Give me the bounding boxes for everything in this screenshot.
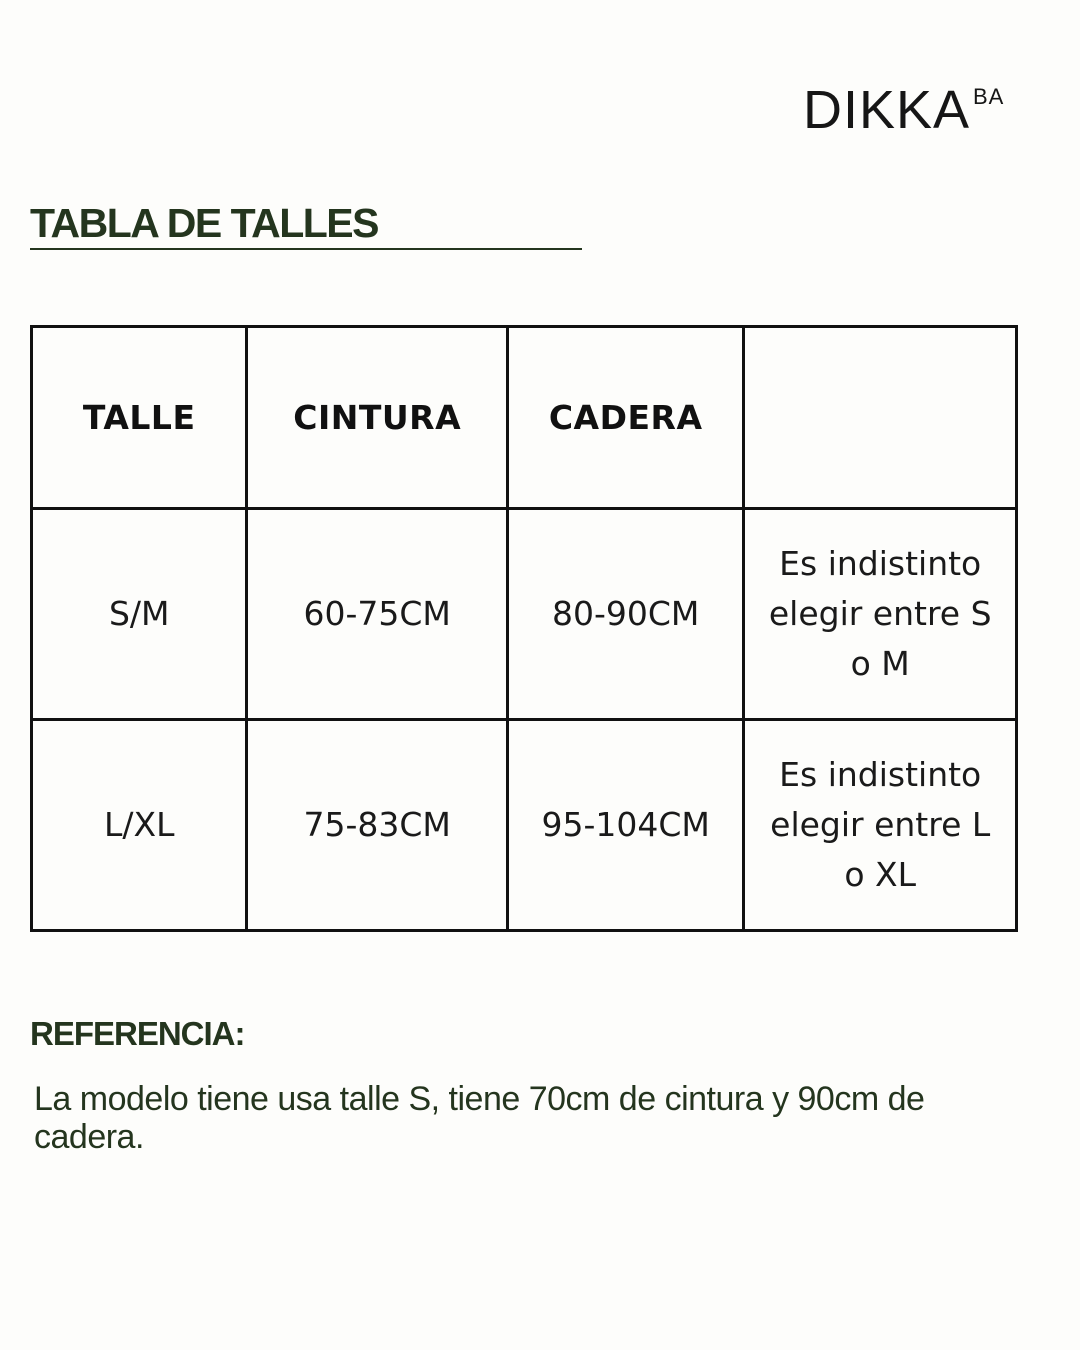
page-title: TABLA DE TALLES <box>30 200 378 246</box>
brand-logo <box>803 80 1005 140</box>
cell-nota: Es indistinto elegir entre S o M <box>744 509 1017 720</box>
reference-text: La modelo tiene usa talle S, tiene 70cm de cintura y 90cm de cadera. <box>34 1080 925 1156</box>
table-row <box>32 720 1017 931</box>
cell-cadera: 95-104CM <box>507 720 743 931</box>
table-row <box>32 509 1017 720</box>
size-table <box>30 325 1018 932</box>
reference-heading: REFERENCIA: <box>30 1015 245 1052</box>
header-cintura: CINTURA <box>247 327 508 509</box>
title-underline <box>30 248 582 250</box>
cell-talle: L/XL <box>32 720 247 931</box>
cell-talle: S/M <box>32 509 247 720</box>
brand-name: DIKKA <box>803 80 971 140</box>
brand-superscript: BA <box>973 84 1005 109</box>
table-header-row <box>32 327 1017 509</box>
cell-cadera: 80-90CM <box>507 509 743 720</box>
header-talle: TALLE <box>32 327 247 509</box>
cell-cintura: 75-83CM <box>247 720 508 931</box>
cell-cintura: 60-75CM <box>247 509 508 720</box>
header-cadera: CADERA <box>507 327 743 509</box>
cell-nota: Es indistinto elegir entre L o XL <box>744 720 1017 931</box>
header-nota <box>744 327 1017 509</box>
